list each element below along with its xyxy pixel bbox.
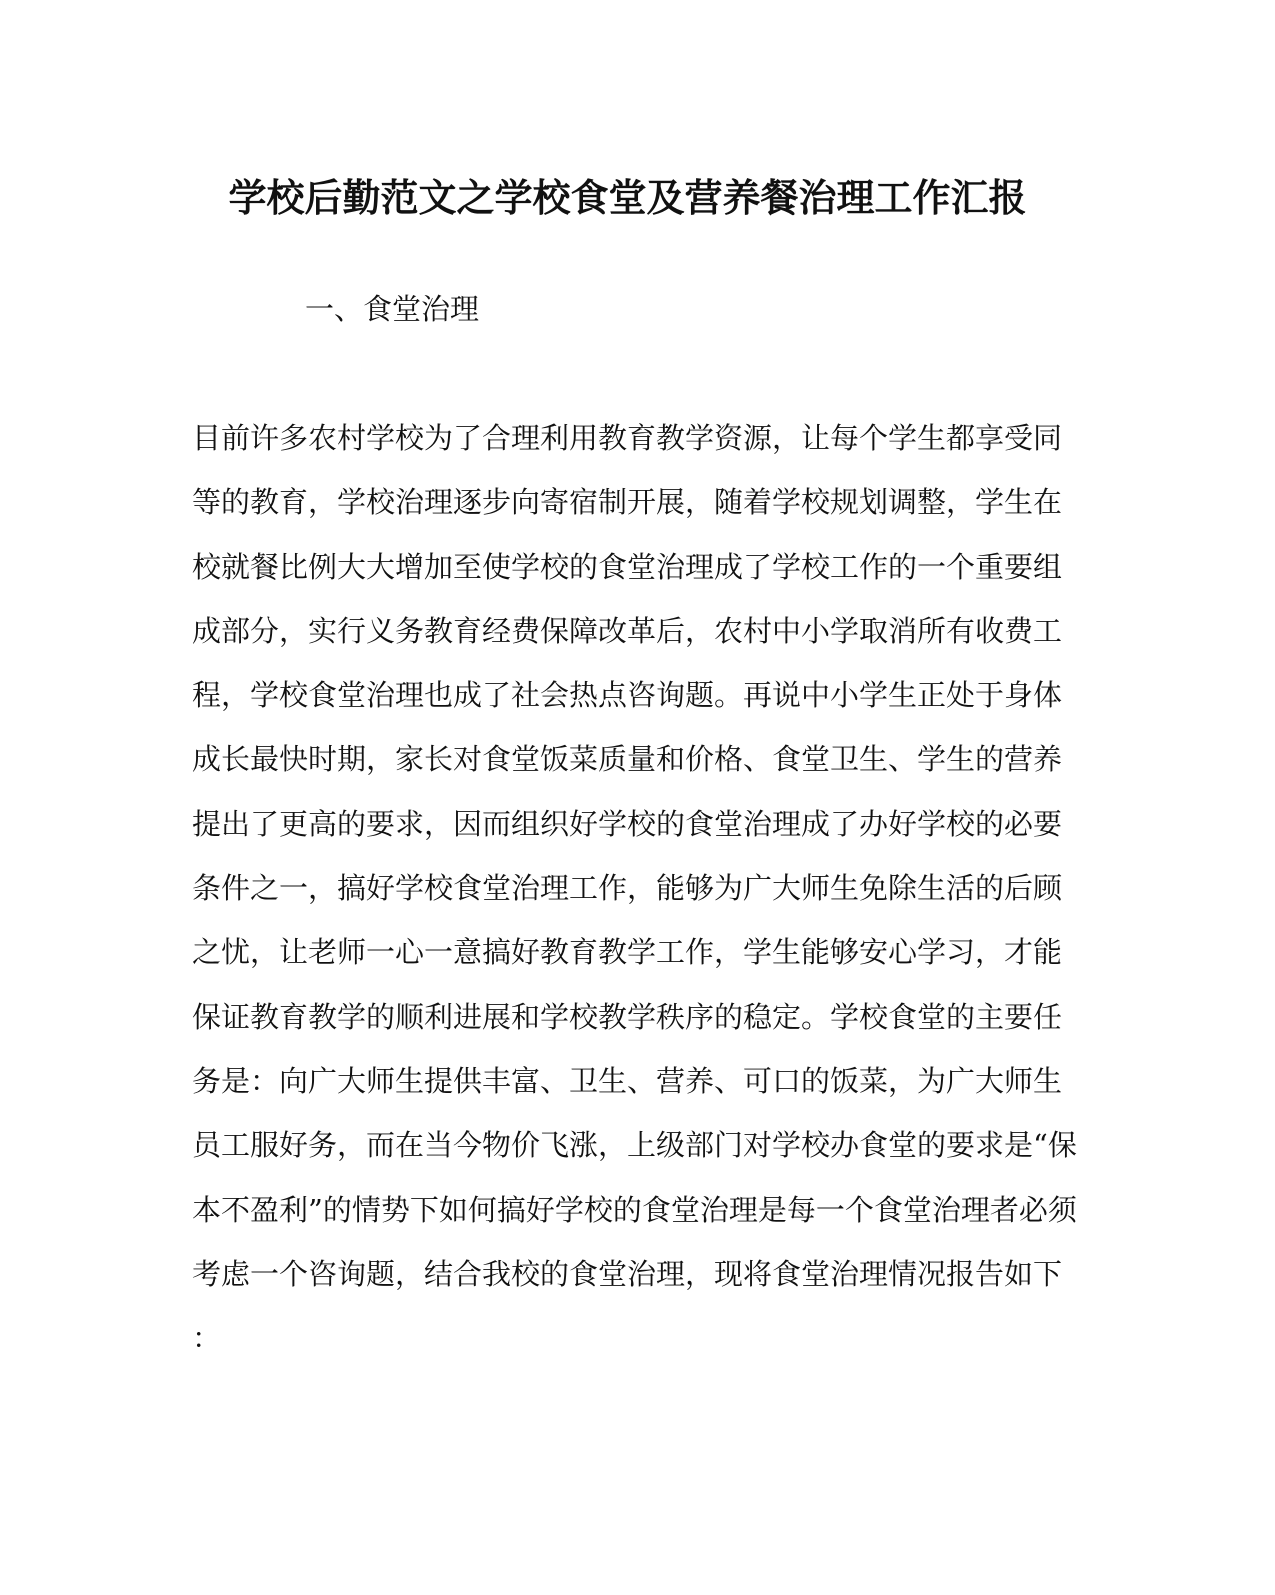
paragraph-line: 等的教育，学校治理逐步向寄宿制开展，随着学校规划调整，学生在 [192,485,1063,520]
paragraph-line: 务是：向广大师生提供丰富、卫生、营养、可口的饭菜，为广大师生 [192,1063,1063,1098]
body-paragraph [192,413,1092,1377]
paragraph-line: ： [192,1321,222,1356]
paragraph-line: 提出了更高的要求，因而组织好学校的食堂治理成了办好学校的必要 [192,806,1063,841]
document-title: 学校后勤范文之学校食堂及营养餐治理工作汇报 [228,175,1027,220]
paragraph-line: 目前许多农村学校为了合理利用教育教学资源，让每个学生都享受同 [192,421,1063,455]
paragraph-line: 本不盈利”的情势下如何搞好学校的食堂治理是每一个食堂治理者必须 [192,1192,1077,1227]
paragraph-line: 校就餐比例大大增加至使学校的食堂治理成了学校工作的一个重要组 [192,549,1063,584]
section-heading: 一、食堂治理 [305,292,480,326]
paragraph-line: 程，学校食堂治理也成了社会热点咨询题。再说中小学生正处于身体 [192,678,1063,713]
paragraph-line: 员工服好务，而在当今物价飞涨，上级部门对学校办食堂的要求是“保 [192,1128,1077,1163]
paragraph-line: 考虑一个咨询题，结合我校的食堂治理，现将食堂治理情况报告如下 [192,1256,1063,1291]
paragraph-line: 条件之一，搞好学校食堂治理工作，能够为广大师生免除生活的后顾 [192,871,1063,906]
paragraph-line: 成部分，实行义务教育经费保障改革后，农村中小学取消所有收费工 [192,613,1063,648]
paragraph-line: 保证教育教学的顺利进展和学校教学秩序的稳定。学校食堂的主要任 [192,999,1063,1034]
paragraph-line: 成长最快时期，家长对食堂饭菜质量和价格、食堂卫生、学生的营养 [192,742,1063,777]
paragraph-line: 之忧，让老师一心一意搞好教育教学工作，学生能够安心学习，才能 [192,935,1063,970]
